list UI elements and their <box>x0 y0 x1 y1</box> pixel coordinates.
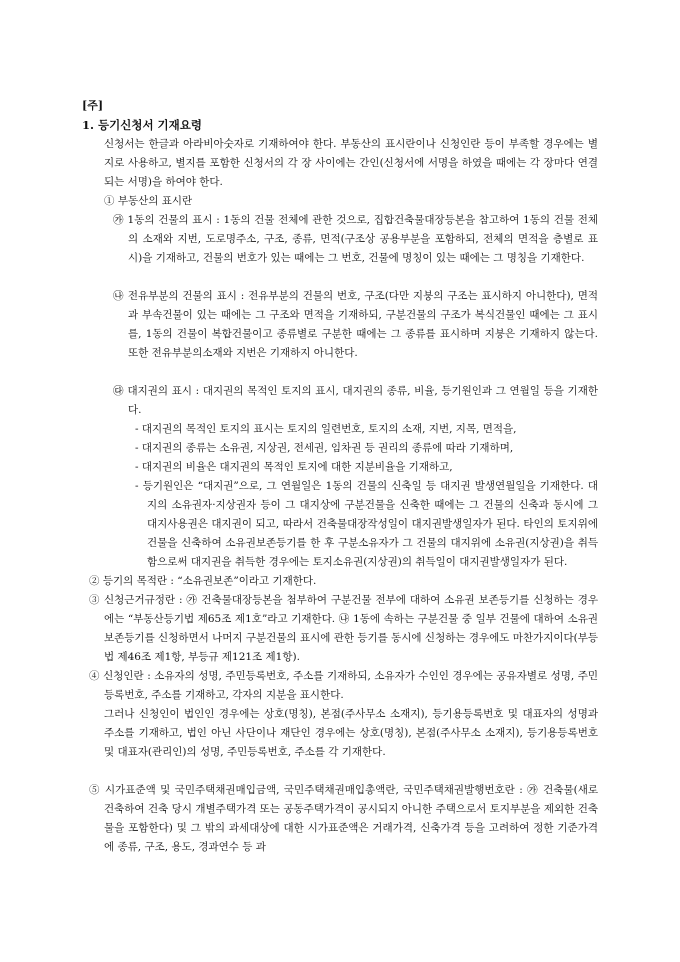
note-label: [주] <box>82 99 104 112</box>
item4-corporate-applicant: 그러나 신청인이 법인인 경우에는 상호(명칭), 본점(주사무소 소재지), 등기용등록번호 및 대표자의 성명과 주소를 기재하고, 법인 아닌 사단이나 재단인 경우에는 상호(명칭), 본점(주사무소 소재지), 등기용등록번호 및 대표자(관리인)의 성명, 주민등록번호, 주소를 각 기재한다. <box>104 708 598 758</box>
item1-title: ① 부동산의 표시란 <box>104 195 193 207</box>
item4-applicant: ④ 신청인란 : 소유자의 성명, 주민등록번호, 주소를 기재하되, 소유자가 수인인 경우에는 공유자별로 성명, 주민등록번호, 주소를 기재하고, 각자의 지분을 표시한다. <box>89 670 598 701</box>
item5-standard-price: ⑤ 시가표준액 및 국민주택채권매입금액, 국민주택채권매입총액란, 국민주택채권발행번호란 : ㉮ 건축물(새로 건축하여 건축 당시 개별주택가격 또는 공동주택가격이 공시되지 아니한 주택으로서 토지부분을 제외한 건축물을 포함한다) 및 그 밖의 과세대상에 대한 시가표준액은 거래가격, 신축가격 등을 고려하여 정한 기준가격에 종류, 구조, 용도, 경과연수 등 과 <box>89 784 598 853</box>
item1-land-right-detail-3: - 대지권의 비율은 대지권의 목적인 토지에 대한 지분비율을 기재하고, <box>135 461 453 473</box>
item3-legal-basis: ③ 신청근거규정란 : ㉮ 건축물대장등본을 첨부하여 구분건물 전부에 대하여 소유권 보존등기를 신청하는 경우에는 “부동산등기법 제65조 제1호”라고 기재한다. ㉯ 1동에 속하는 구분건물 중 일부 건물에 대하여 소유권보존등기를 신청하면서 나머지 구분건물의 표시에 관한 등기를 동시에 신청하는 경우에도 마찬가지이다(부등법 제46조 제1항, 부등규 제121조 제1항). <box>89 594 598 663</box>
item1-land-right-detail-1: - 대지권의 목적인 토지의 표시는 토지의 일련번호, 토지의 소재, 지번, 지목, 면적을, <box>135 423 517 435</box>
section-title: 1. 등기신청서 기재요령 <box>82 118 202 132</box>
item1-land-right-display: ㉰ 대지권의 표시 : 대지권의 목적인 토지의 표시, 대지권의 종류, 비율, 등기원인과 그 연월일 등을 기재한다. <box>113 385 598 416</box>
item1-land-right-detail-4: - 등기원인은 “대지권”으로, 그 연월일은 1동의 건물의 신축일 등 대지권 발생연월일을 기재한다. 대지의 소유권자·지상권자 등이 그 대지상에 구분건물을 신축한 때에는 그 건물의 신축과 동시에 그 대지사용권은 대지권이 되고, 따라서 건축물대장작성일이 대지권발생일자가 된다. 타인의 토지위에 건물을 신축하여 소유권보존등기를 한 후 구분소유자가 그 건물의 대지위에 소유권(지상권)을 취득함으로써 대지권을 취득한 경우에는 토지소유권(지상권)의 취득일이 대지권발생일자가 된다. <box>135 480 598 568</box>
item1-building-display: ㉮ 1동의 건물의 표시 : 1동의 건물 전체에 관한 것으로, 집합건축물대장등본을 참고하여 1동의 건물 전체의 소재와 지번, 도로명주소, 구조, 종류, 면적(구조상 공용부분을 포함하되, 전체의 면적을 층별로 표시)을 기재하고, 건물의 번호가 있는 때에는 그 번호, 건물에 명칭이 있는 때에는 그 명칭을 기재한다. <box>113 214 598 264</box>
item1-exclusive-part-display: ㉯ 전유부분의 건물의 표시 : 전유부분의 건물의 번호, 구조(다만 지붕의 구조는 표시하지 아니한다), 면적과 부속건물이 있는 때에는 그 구조와 면적을 기재하되, 구분건물의 구조가 복식건물인 때에는 그 표시를, 1동의 건물이 복합건물이고 종류별로 구분한 때에는 그 종류를 표시하며 지붕은 기재하지 않는다. 또한 전유부분의소재와 지번은 기재하지 아니한다. <box>113 290 598 359</box>
item1-land-right-detail-2: - 대지권의 종류는 소유권, 지상권, 전세권, 임차권 등 권리의 종류에 따라 기재하며, <box>135 442 514 454</box>
intro-paragraph: 신청서는 한글과 아라비아숫자로 기재하여야 한다. 부동산의 표시란이나 신청인란 등이 부족할 경우에는 별지로 사용하고, 별지를 포함한 신청서의 각 장 사이에는 간인(신청서에 서명을 하였을 때에는 각 장마다 연결되는 서명)을 하여야 한다. <box>104 138 598 188</box>
item2-registration-purpose: ② 등기의 목적란 : “소유권보존”이라고 기재한다. <box>89 575 317 587</box>
